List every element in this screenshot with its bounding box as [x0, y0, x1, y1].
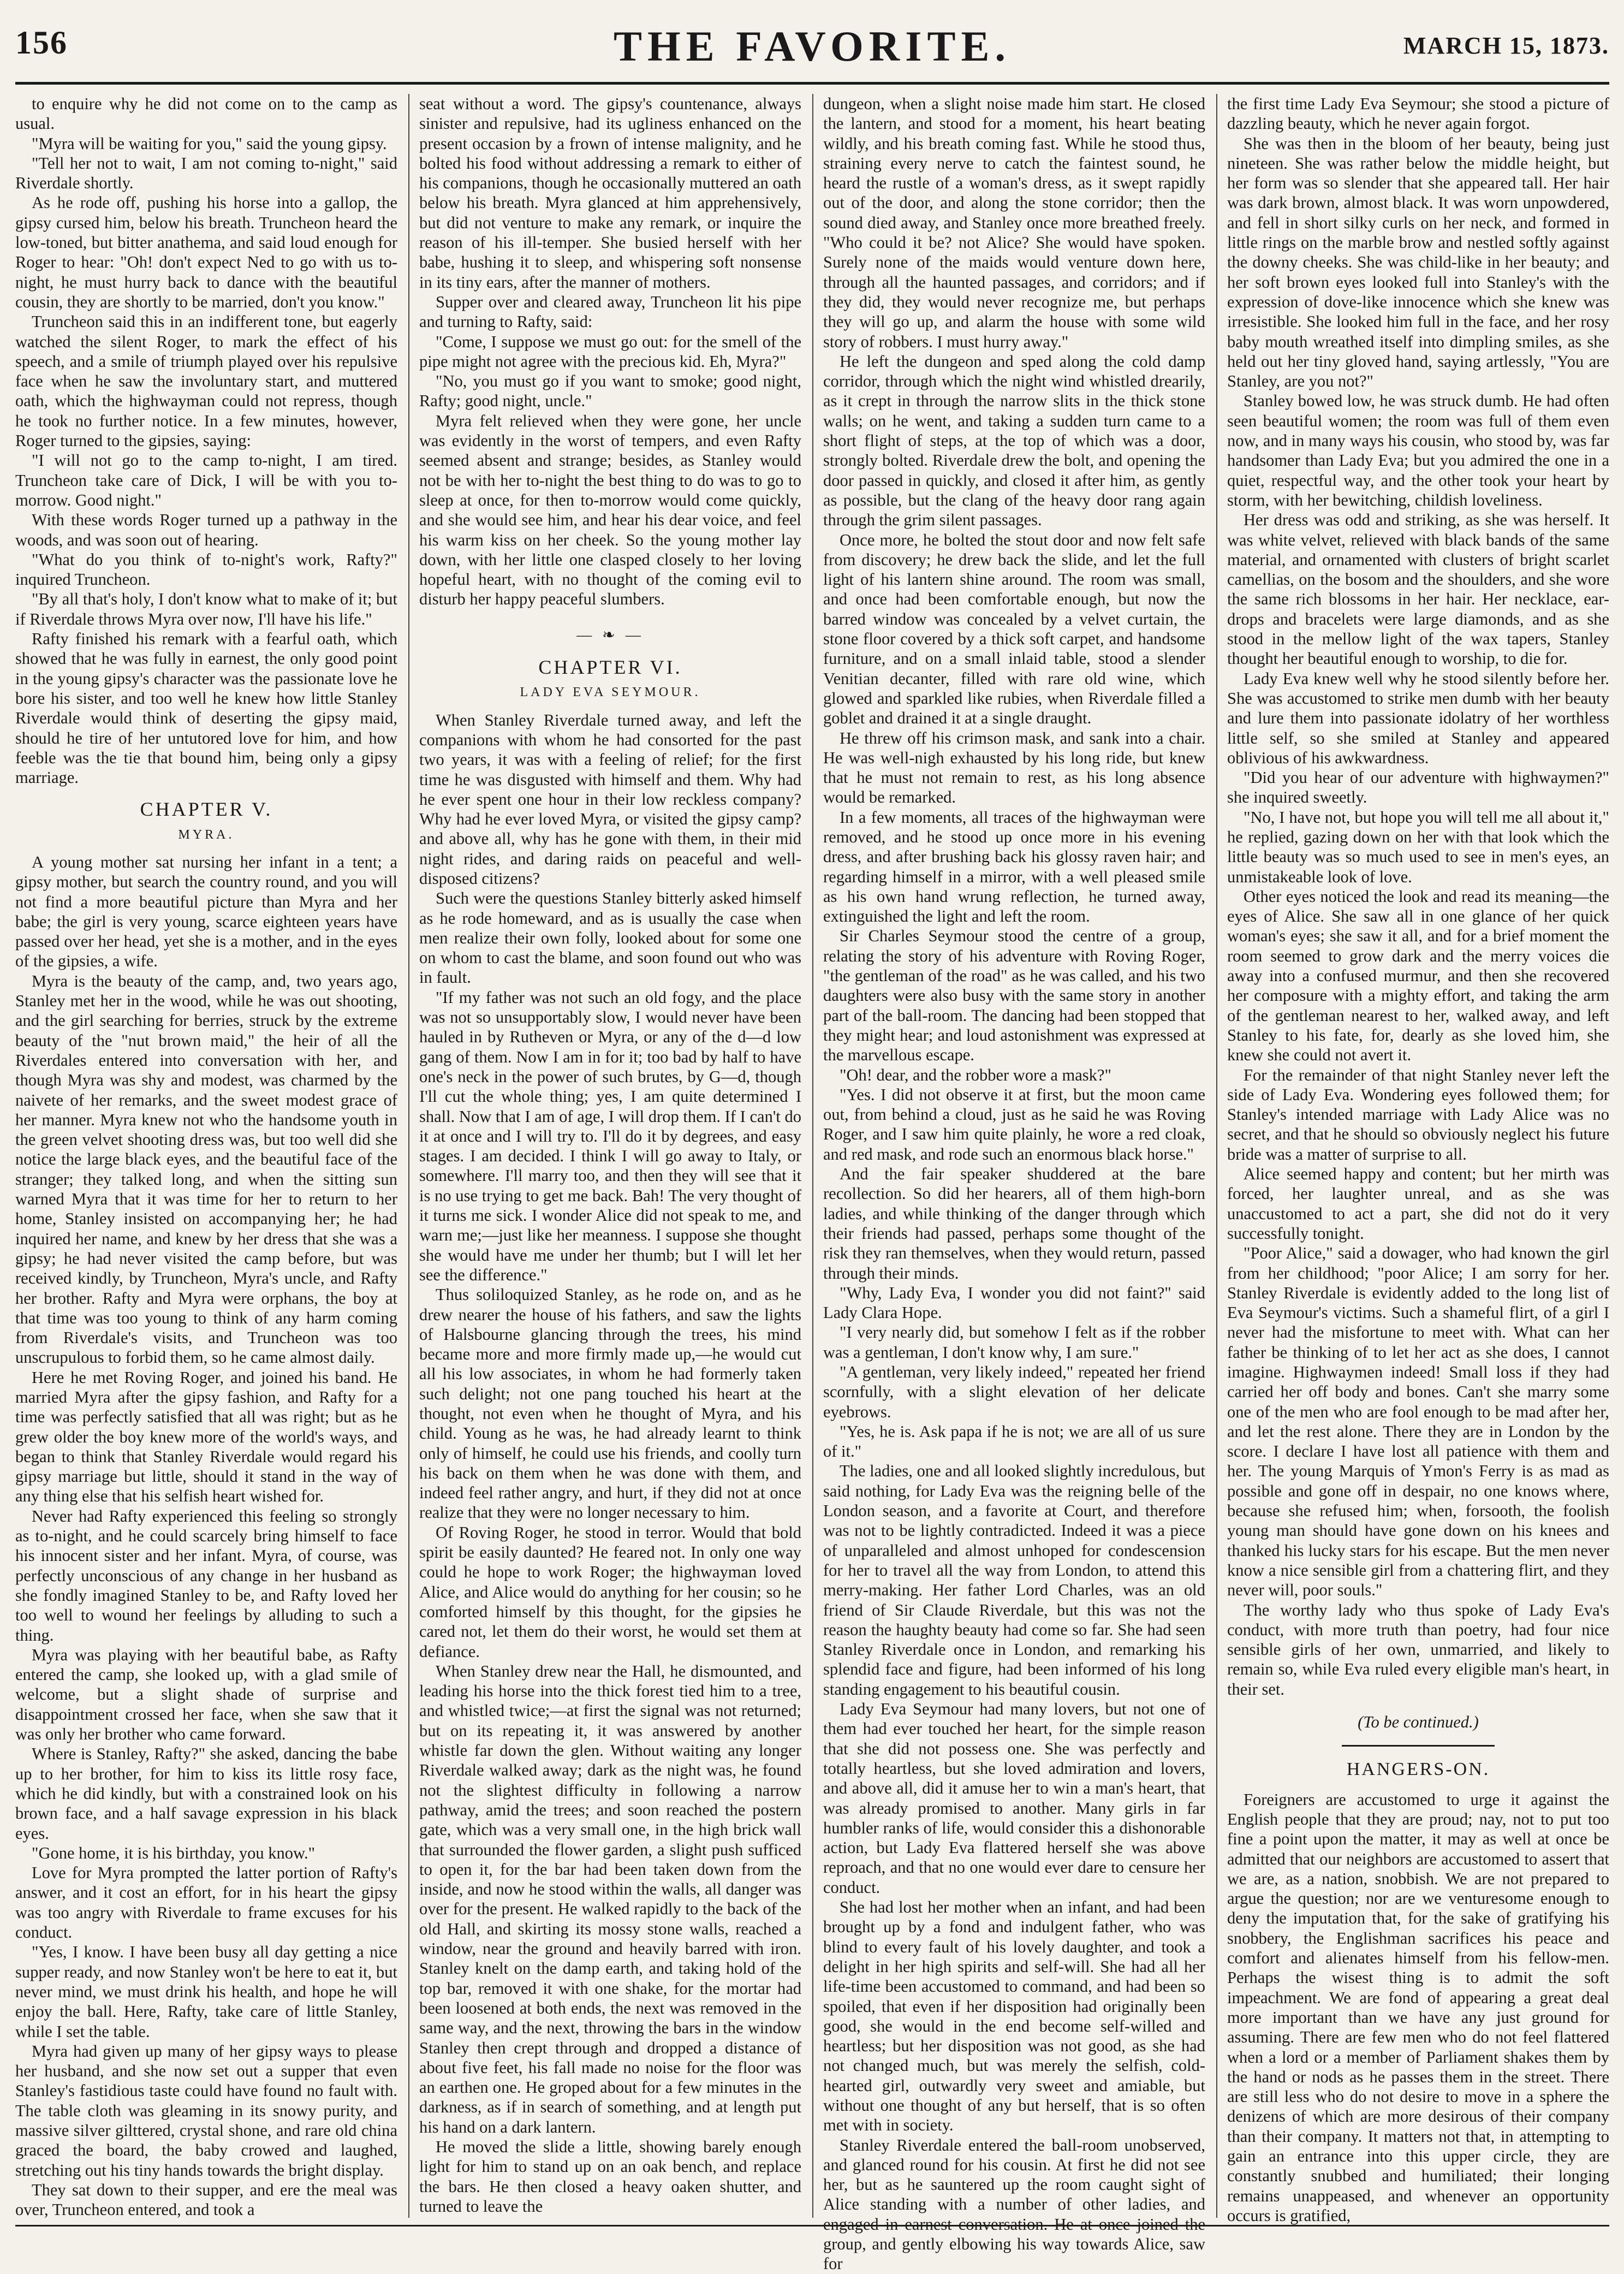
paragraph: "Did you hear of our adventure with highwaymen?" she inquired sweetly. — [1227, 768, 1609, 807]
paragraph: Of Roving Roger, he stood in terror. Would that bold spirit be easily daunted? He feared not. In only one way could he hope to work Roger; the highwayman loved Alice, and Alice would do anything for her cousin; so he comforted himself by this thought, for the gipsies he cared not, let them do their worst, he would set them at defiance. — [419, 1523, 801, 1661]
paragraph: seat without a word. The gipsy's countenance, always sinister and repulsive, had its ugliness enhanced on the present occasion by a frown of intense malignity, and he bolted his food without addressing a remark to either of his companions, though he occasionally muttered an oath below his breath. Myra glanced at him apprehensively, but did not venture to make any remark, or inquire the reason of his ill-temper. She busied herself with her babe, hushing it to sleep, and whispering soft nonsense in its tiny ears, after the manner of mothers. — [419, 94, 801, 292]
paragraph: dungeon, when a slight noise made him start. He closed the lantern, and stood for a moment, his heart beating wildly, and his breath coming fast. While he stood thus, straining every nerve to catch the faintest sound, he heard the rustle of a woman's dress, as it swept rapidly out of the door, and along the stone corridor; then the sound died away, and Stanley once more breathed freely. "Who could it be? not Alice? She would have spoken. Surely none of the maids would venture down here, through all the haunted passages, and corridors; and if they did, they would never recognize me, but perhaps they will go up, and alarm the house with some wild story of robbers. I must hurry away." — [823, 94, 1205, 351]
paragraph: to enquire why he did not come on to the camp as usual. — [15, 94, 397, 133]
paragraph: "Poor Alice," said a dowager, who had known the girl from her childhood; "poor Alice; I am sorry for her. Stanley Riverdale is evidently added to the long list of Eva Seymour's victims. Such a shameful flirt, of a girl I never had the misfortune to meet with. What can her father be thinking of to let her act as she does, I cannot imagine. Highwaymen indeed! Small loss if they had carried her off body and bones. Can't she marry some one of the men who are fool enough to be mad after her, and let the rest alone. There they are in London by the score. I declare I have lost all patience with them and her. The young Marquis of Ymon's Ferry is as mad as possible and gone off in despair, no one knows where, because she refused him; when, forsooth, the foolish young man should have gone down on his knees and thanked his lucky stars for his escape. But the men never know a nice sensible girl from a chattering flirt, and they never will, poor souls." — [1227, 1244, 1609, 1600]
paragraph: Stanley bowed low, he was struck dumb. He had often seen beautiful women; the room was full of them even now, and in many ways his cousin, who stood by, was far handsomer than Lady Eva; but you admired the one in a quiet, respectful way, and the other took your heart by storm, with her bewitching, childish loveliness. — [1227, 391, 1609, 509]
paragraph: "Yes, I know. I have been busy all day getting a nice supper ready, and now Stanley won't be here to eat it, but never mind, we must drink his health, and hope he will enjoy the ball. Here, Rafty, take care of little Stanley, while I set the table. — [15, 1943, 397, 2041]
continued-note: (To be continued.) — [1358, 1713, 1479, 1732]
paragraph: "I very nearly did, but somehow I felt as if the robber was a gentleman, I don't know why, I am sure." — [823, 1323, 1205, 1362]
paragraph: The worthy lady who thus spoke of Lady Eva's conduct, with more truth than poetry, had four nice sensible girls of her own, unmarried, and likely to remain so, while Eva ruled every eligible man's heart, in their set. — [1227, 1600, 1609, 1699]
column-4 — [1227, 94, 1609, 2225]
paragraph: A young mother sat nursing her infant in a tent; a gipsy mother, but search the country round, and you will not find a more beautiful picture than Myra and her babe; the girl is very young, scarce eighteen years have passed over her head, yet she is a mother, and in the eyes of the gipsies, a wife. — [15, 852, 397, 971]
paragraph: He threw off his crimson mask, and sank into a chair. He was well-nigh exhausted by his long ride, but knew that he must not remain to rest, as his long absence would be remarked. — [823, 728, 1205, 807]
paragraph: Lady Eva Seymour had many lovers, but not one of them had ever touched her heart, for the simple reason that she did not possess one. She was perfectly and totally heartless, but she loved admiration and lovers, and above all, did it amuse her to win a man's heart, that was already promised to another. Many girls in far humbler ranks of life, would consider this a dishonorable action, but Lady Eva flattered herself she was above reproach, and that no one would ever dare to censure her conduct. — [823, 1700, 1205, 1897]
paragraph: Other eyes noticed the look and read its meaning—the eyes of Alice. She saw all in one glance of her quick woman's eyes; she saw it all, and for a brief moment the room seemed to grow dark and the merry voices die away into a confused murmur, and then she recovered her composure with a mighty effort, and taking the arm of the gentleman nearest to her, walked away, and left Stanley to his fate, for, dearly as she loved him, she knew she could not avert it. — [1227, 887, 1609, 1065]
paragraph: Where is Stanley, Rafty?" she asked, dancing the babe up to her brother, for him to kiss its little rosy face, which he did kindly, but with a constrained look on his brown face, and a half savage expression in his black eyes. — [15, 1744, 397, 1843]
paragraph: And the fair speaker shuddered at the bare recollection. So did her hearers, all of them high-born ladies, and while thinking of the danger through which their friends had passed, perhaps some thought of the risk they ran themselves, when they would return, passed through their minds. — [823, 1165, 1205, 1283]
paragraph: Myra was playing with her beautiful babe, as Rafty entered the camp, she looked up, with a glad smile of welcome, but a slight shade of surprise and disappointment crossed her face, when she saw that it was only her brother who came forward. — [15, 1645, 397, 1744]
column-2 — [419, 94, 801, 2218]
paragraph: "By all that's holy, I don't know what to make of it; but if Riverdale throws Myra over now, I'll have his life." — [15, 590, 397, 628]
paragraph: Supper over and cleared away, Truncheon lit his pipe and turning to Rafty, said: — [419, 292, 801, 331]
paragraph: "No, you must go if you want to smoke; good night, Rafty; good night, uncle." — [419, 372, 801, 411]
paragraph: Love for Myra prompted the latter portion of Rafty's answer, and it cost an effort, for in his heart the gipsy was too angry with Riverdale to frame excuses for his conduct. — [15, 1863, 397, 1942]
paragraph: For the remainder of that night Stanley never left the side of Lady Eva. Wondering eyes followed them; for Stanley's intended marriage with Lady Alice was no secret, and that he should so obviously neglect his future bride was a matter of surprise to all. — [1227, 1065, 1609, 1163]
paragraph: "Why, Lady Eva, I wonder you did not faint?" said Lady Clara Hope. — [823, 1283, 1205, 1322]
paragraph: Once more, he bolted the stout door and now felt safe from discovery; he drew back the slide, and let the full light of his lantern shine around. The room was small, and once had been comfortable enough, but now the barred window was concealed by a velvet curtain, the stone floor covered by a thick soft carpet, and handsome furniture, and on a small inlaid table, stood a slender Venitian decanter, filled with rare old wine, which glowed and sparkled like rubies, when Riverdale filled a goblet and drained it at a single draught. — [823, 530, 1205, 728]
column-1 — [15, 94, 397, 2218]
paragraph: "Yes. I did not observe it at first, but the moon came out, from behind a cloud, just as he said he was Roving Roger, and I saw him quite plainly, he wore a red cloak, and red mask, and rode such an enormous black horse." — [823, 1085, 1205, 1163]
page-header — [15, 22, 1609, 87]
paragraph: They sat down to their supper, and ere the meal was over, Truncheon entered, and took a — [15, 2180, 397, 2219]
paragraph: Her dress was odd and striking, as she was herself. It was white velvet, relieved with black bands of the same material, and ornamented with clusters of bright scarlet camellias, on the bosom and the shoulders, and she wore the same rich blossoms in her hair. Her necklace, ear-drops and bracelets were large diamonds, and as she stood in the mellow light of the wax tapers, Stanley thought her beautiful enough to worship, to die for. — [1227, 510, 1609, 668]
paragraph: Sir Charles Seymour stood the centre of a group, relating the story of his adventure with Roving Roger, "the gentleman of the road" as he was called, and his two daughters were also busy with the same story in another part of the ball-room. The dancing had been stopped that they might hear; and loud astonishment was expressed at the marvellous escape. — [823, 927, 1205, 1065]
paragraph: "If my father was not such an old fogy, and the place was not so unsupportably slow, I would never have been hauled in by Rutheven or Myra, or any of the d—d low gang of them. Now I am in for it; too bad by half to have one's neck in the power of such brutes, by G—d, though I'll cut the whole thing; yes, I am quite determined I shall. Now that I am of age, I will drop them. If I can't do it at once and I will try to. I'll do it by degrees, and easy stages. I am decided. I think I will go away to Italy, or somewhere. I'll marry too, and then they will see that it is no use trying to get me back. Bah! The very thought of it turns me sick. I wonder Alice did not speak to me, and warn me;—just like her meanness. I suppose she thought she would have me under her thumb; but I will let her see the difference." — [419, 988, 801, 1284]
masthead-title: THE FAVORITE. — [613, 22, 1012, 70]
paragraph: "Tell her not to wait, I am not coming to-night," said Riverdale shortly. — [15, 153, 397, 193]
paragraph: "I will not go to the camp to-night, I am tired. Truncheon take care of Dick, I will be with you to-morrow. Good night." — [15, 451, 397, 509]
column-divider — [1216, 94, 1217, 2218]
paragraph: He moved the slide a little, showing barely enough light for him to stand up on an oak bench, and replace the bars. He then closed a heavy oaken shutter, and turned to leave the — [419, 2137, 801, 2216]
paragraph: "Myra will be waiting for you," said the young gipsy. — [32, 134, 387, 153]
chapter-subtitle: LADY EVA SEYMOUR. — [520, 685, 701, 700]
paragraph: the first time Lady Eva Seymour; she stood a picture of dazzling beauty, which he never again forgot. — [1227, 94, 1609, 133]
paragraph: Lady Eva knew well why he stood silently before her. She was accustomed to strike men dumb with her beauty and lure them into passionate idolatry of her worthless little self, so she smiled at Stanley and appeared oblivious of his awkwardness. — [1227, 669, 1609, 767]
page-number: 156 — [15, 25, 68, 61]
chapter-heading: CHAPTER V. — [140, 798, 273, 821]
paragraph: Myra is the beauty of the camp, and, two years ago, Stanley met her in the wood, while he was out shooting, and the girl searching for berries, struck by the extreme beauty of the "nut brown maid," the heir of all the Riverdales entered into conversation with her, and though Myra was shy and modest, was charmed by the naivete of her remarks, and the sweet modest grace of her manner. Myra knew not who the handsome youth in the green velvet shooting dress was, but too well did she notice the large black eyes, and the beautiful face of the stranger; they talked long, and when the sitting sun warned Myra that it was time for her to return to her home, Stanley insisted on accompanying her; he had inquired her name, and knew by her dress that she was a gipsy; he had never visited the camp before, but was received kindly, by Truncheon, Myra's uncle, and Rafty her brother. Rafty and Myra were orphans, the boy at that time was too young to think of any harm coming from Riverdale's visits, and Truncheon was too unscrupulous to forbid them, so he came almost daily. — [15, 971, 397, 1367]
paragraph: "Yes, he is. Ask papa if he is not; we are all of us sure of it." — [823, 1422, 1205, 1461]
paragraph: With these words Roger turned up a pathway in the woods, and was soon out of hearing. — [15, 510, 397, 549]
paragraph: Myra had given up many of her gipsy ways to please her husband, and she now set out a supper that even Stanley's fastidious taste could have found no fault with. The table cloth was gleaming in its snowy purity, and massive silver gilttered, crystal shone, and rare old china graced the board, the baby crowed and laughed, stretching out his tiny hands towards the bright display. — [15, 2041, 397, 2180]
paragraph: She had lost her mother when an infant, and had been brought up by a fond and indulgent father, who was blind to every fault of his lovely daughter, and took a delight in her high spirits and self-will. She had all her life-time been accustomed to command, and had been so spoiled, that even if her disposition had originally been good, she would in the end become self-willed and heartless; but her disposition was not good, as she had not changed much, but was merely the selfish, cold-hearted girl, outwardly very sweet and amiable, but without one thought of any but herself, that is so often met with in society. — [823, 1898, 1205, 2135]
paragraph: He left the dungeon and sped along the cold damp corridor, through which the night wind whistled drearily, as it crept in through the narrow slits in the thick stone walls; on he went, and taking a sudden turn came to a short flight of steps, at the top of which was a door, strongly bolted. Riverdale drew the bolt, and opening the door passed in quickly, and closed it after him, as gently as possible, but the clang of the heavy door rang again through the grim silent passages. — [823, 352, 1205, 530]
paragraph: "What do you think of to-night's work, Rafty?" inquired Truncheon. — [15, 550, 397, 589]
paragraph: She was then in the bloom of her beauty, being just nineteen. She was rather below the middle height, but her form was so slender that she appeared tall. Her hair was dark brown, almost black. It was worn unpowdered, and fell in short silky curls on her neck, and formed in little rings on the marble brow and nestled softly against the downy cheeks. She was child-like in her beauty; and her soft brown eyes looked full into Stanley's with the expression of dove-like innocence which she knew was irresistible. She looked him full in the face, and her rosy baby mouth wreathed itself into dimpling smiles, as she held out her tiny gloved hand, saying artlessly, "You are Stanley, are you not?" — [1227, 134, 1609, 391]
paragraph: In a few moments, all traces of the highwayman were removed, and he stood up once more in his evening dress, and after brushing back his glossy raven hair; and regarding himself in a mirror, with a well pleased smile as his own hand wrung reflection, he turned away, extinguished the light and left the room. — [823, 808, 1205, 926]
paragraph: As he rode off, pushing his horse into a gallop, the gipsy cursed him, below his breath. Truncheon heard the low-toned, but bitter anathema, and said loud enough for Roger to hear: "Oh! don't expect Ned to go with us to-night, he must hurry back to dance with the beautiful cousin, they are shortly to be married, don't you know." — [15, 193, 397, 311]
footer-rule — [15, 2225, 1609, 2226]
column-3 — [823, 94, 1205, 2273]
section-heading: HANGERS-ON. — [1346, 1759, 1490, 1780]
chapter-subtitle: MYRA. — [178, 827, 235, 842]
issue-date: MARCH 15, 1873. — [1403, 32, 1609, 59]
paragraph: Truncheon said this in an indifferent tone, but eagerly watched the silent Roger, to mark the effect of his speech, and a smile of triumph played over his repulsive face when he saw the involuntary start, and muttered oath, which the highwayman could not repress, though he took no further notice. In a few minutes, however, Roger turned to the gipsies, saying: — [15, 312, 397, 450]
paragraph: Thus soliloquized Stanley, as he rode on, and as he drew nearer the house of his fathers, and saw the lights of Halsbourne glancing through the trees, his mind became more and more firmly made up,—he would cut all his low associates, in whom he had formerly taken such delight; not one pang touched his heart at the thought, not even when he thought of Myra, and his child. Young as he was, he had already learnt to think only of himself, he could use his friends, and coolly turn his back on them when he was done with them, and indeed feel rather angry, and hurt, if they did not at once realize that they were no longer necessary to him. — [419, 1285, 801, 1522]
paragraph: When Stanley Riverdale turned away, and left the companions with whom he had consorted for the past two years, it was with a feeling of relief; for the first time he was disgusted with himself and them. Why had he ever spent one hour in their low reckless company? Why had he ever loved Myra, or visited the gipsy camp? and above all, why has he gone with them, in their mid night rides, and daring raids on peaceful and well-disposed citizens? — [419, 710, 801, 888]
paragraph: Here he met Roving Roger, and joined his band. He married Myra after the gipsy fashion, and Rafty for a time was perfectly satisfied that all was right; but as he grew older the boy knew more of the world's ways, and began to think that Stanley Riverdale would regard his gipsy marriage but little, should it stand in the way of any thing else that his selfish heart wished for. — [15, 1368, 397, 1506]
column-divider — [812, 94, 813, 2218]
paragraph: Myra felt relieved when they were gone, her uncle was evidently in the worst of tempers, and even Rafty seemed absent and strange; besides, as Stanley would not be with her to-night the best thing to do was to go to sleep at once, for then to-morrow would come quickly, and she would see him, and hear his dear voice, and feel his warm kiss on her cheek. So the young mother lay down, with her little one clasped closely to her loving hopeful heart, with no thought of the coming evil to disturb her happy peaceful slumbers. — [419, 411, 801, 609]
chapter-heading: CHAPTER VI. — [538, 656, 682, 679]
paragraph: Such were the questions Stanley bitterly asked himself as he rode homeward, and as is usually the case when men realize their own folly, looked about for some one on whom to cast the blame, and soon found out who was in fault. — [419, 889, 801, 987]
paragraph: Rafty finished his remark with a fearful oath, which showed that he was fully in earnest, the only good point in the young gipsy's character was the passionate love he bore his sister, and too well he knew how little Stanley Riverdale would think of deserting the gipsy maid, should he tire of her untutored love for him, and how feeble was the tie that bound him, being only a gipsy marriage. — [15, 630, 397, 787]
paragraph: Foreigners are accustomed to urge it against the English people that they are proud; nay, not to put too fine a point upon the matter, it may as well at once be admitted that our neighbors are accustomed to assert that we are, as a nation, snobbish. We are not prepared to argue the question; nor are we venturesome enough to deny the imputation that, for the sake of gratifying his snobbery, the Englishman sacrifices his peace and comfort and alienates himself from his fellow-men. Perhaps the wisest thing is to admit the soft impeachment. We are fond of appearing a great deal more important than we have any just ground for assuming. There are few men who do not feel flattered when a lord or a member of Parliament shakes them by the hand or nods as he passes them in the street. There are still less who do not desire to move in a sphere the denizens of which are more desirous of their company than their company. It matters not that, in attempting to gain an entrance into this upper circle, they are constantly snubbed and humiliated; their longing remains unappeased, and whenever an opportunity occurs is gratified, — [1227, 1790, 1609, 2225]
ornament: — ❧ — — [576, 626, 644, 644]
paragraph: "No, I have not, but hope you will tell me all about it," he replied, gazing down on her with that look which the little beauty was so much used to see in men's eyes, an unmistakeable look of love. — [1227, 808, 1609, 886]
header-rule — [15, 82, 1609, 85]
paragraph: "Come, I suppose we must go out: for the smell of the pipe might not agree with the precious kid. Eh, Myra?" — [419, 332, 801, 371]
paragraph: "Oh! dear, and the robber wore a mask?" — [840, 1065, 1111, 1084]
column-divider — [408, 94, 409, 2218]
section-divider — [1342, 1745, 1495, 1747]
paragraph: When Stanley drew near the Hall, he dismounted, and leading his horse into the thick forest tied him to a tree, and whistled twice;—at first the signal was not returned; but on its repeating it, it was answered by another whistle far down the glen. Without waiting any longer Riverdale walked away; dark as the night was, he found not the slightest difficulty in following a narrow pathway, amid the trees; and soon reached the postern gate, which was a very small one, in the high brick wall that surrounded the flower garden, a slight push sufficed to open it, for the bar had been taken down from the inside, and now he stood within the walls, all danger was over for the present. He walked rapidly to the back of the old Hall, and skirting its mossy stone walls, reached a window, near the ground and heavily barred with iron. Stanley knelt on the damp earth, and taking hold of the top bar, removed it with one shake, for the mortar had been loosened at both ends, the next was removed in the same way, and the next, throwing the bars in the window Stanley then crept through and dropped a distance of about five feet, his fall made no noise for the floor was an earthen one. He groped about for a few minutes in the darkness, as if in search of something, and at length put his hand on a dark lantern. — [419, 1661, 801, 2136]
paragraph: Never had Rafty experienced this feeling so strongly as to-night, and he could scarcely bring himself to face his innocent sister and her infant. Myra, of course, was perfectly unconscious of any change in her husband as she fondly imagined Stanley to be, and Rafty loved her too well to wound her feelings by alluding to such a thing. — [15, 1506, 397, 1644]
paragraph: "Gone home, it is his birthday, you know." — [32, 1843, 316, 1862]
paragraph: The ladies, one and all looked slightly incredulous, but said nothing, for Lady Eva was the reigning belle of the London season, and a favorite at Court, and therefore was not to be lightly contradicted. Indeed it was a piece of unparalleled and almost unhoped for condescension for her to travel all the way from London, to attend this merry-making. Her father Lord Charles, was an old friend of Sir Claude Riverdale, but this was not the reason the haughty beauty had come so far. She had seen Stanley Riverdale once in London, and remarking his splendid face and figure, had been informed of his long standing engagement to his beautiful cousin. — [823, 1462, 1205, 1699]
paragraph: Alice seemed happy and content; but her mirth was forced, her laughter unreal, and as she was unaccustomed to act a part, she did not do it very successfully tonight. — [1227, 1165, 1609, 1243]
paragraph: Stanley Riverdale entered the ball-room unobserved, and glanced round for his cousin. At first he did not see her, but as he sauntered up the room caught sight of Alice standing with a number of other ladies, and engaged in earnest conversation. He at once joined the group, and gently elbowing his way towards Alice, saw for — [823, 2135, 1205, 2273]
paragraph: "A gentleman, very likely indeed," repeated her friend scornfully, with a slight elevation of her delicate eyebrows. — [823, 1363, 1205, 1421]
